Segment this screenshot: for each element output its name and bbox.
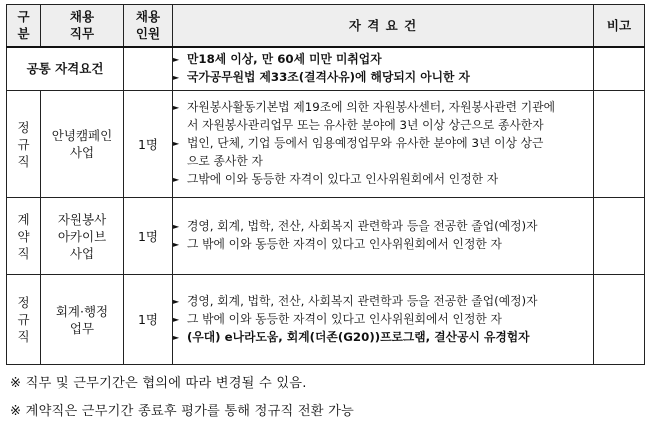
header-count: 채용 인원 [124, 5, 173, 47]
row-job: 자원봉사 아카이브 사업 [41, 198, 124, 275]
list-item: ► 그 밖에 이와 동등한 자격이 있다고 인사위원회에서 인정한 자 [173, 236, 593, 254]
remarks-cell [594, 275, 645, 365]
row-category: 계 약 직 [7, 198, 41, 275]
header-qualification: 자 격 요 건 [173, 5, 594, 47]
row-job: 안녕캠페인 사업 [41, 91, 124, 198]
table-header-row [7, 5, 645, 47]
remarks-cell [594, 47, 645, 91]
bullet-icon: ► [173, 240, 180, 249]
common-label: 공통 자격요건 [7, 47, 124, 91]
remarks-cell [594, 91, 645, 198]
bullet-icon: ► [173, 332, 180, 342]
header-job: 채용 직무 [41, 5, 124, 47]
row-qualification [173, 91, 594, 198]
row-qualification [173, 275, 594, 365]
header-remarks: 비고 [594, 5, 645, 47]
list-item: ► 만18세 이상, 만 60세 미만 미취업자 [173, 51, 593, 69]
common-count-cell [124, 47, 173, 91]
note-line: ※ 계약직은 근무기간 종료후 평가를 통해 정규직 전환 가능 [10, 404, 354, 419]
bullet-icon: ► [173, 72, 180, 82]
bullet-icon: ► [173, 54, 180, 64]
bullet-icon: ► [173, 222, 180, 231]
note-line: ※ 직무 및 근무기간은 협의에 따라 변경될 수 있음. [10, 376, 307, 391]
table-row [7, 91, 645, 198]
row-count: 1명 [124, 275, 173, 365]
row-count: 1명 [124, 198, 173, 275]
list-item: ► 그밖에 이와 동등한 자격이 있다고 인사위원회에서 인정한 자 [173, 171, 593, 189]
bullet-icon: ► [173, 296, 180, 306]
bullet-icon: ► [173, 103, 180, 113]
list-item: ► (우대) e나라도움, 회계(더존(G20))프로그램, 결산공시 유경험자 [173, 329, 593, 347]
common-qualification [173, 47, 594, 91]
row-qualification [173, 198, 594, 275]
bullet-icon: ► [173, 314, 180, 324]
list-item: ► 자원봉사활동기본법 제19조에 의한 자원봉사센터, 자원봉사관련 기관에 서 자원봉사관리업무 또는 유사한 분야에 3년 이상 상근으로 종사한자 [173, 99, 593, 135]
list-item: ► 그 밖에 이와 동등한 자격이 있다고 인사위원회에서 인정한 자 [173, 311, 593, 329]
list-item: ► 국가공무원법 제33조(결격사유)에 해당되지 아니한 자 [173, 69, 593, 87]
row-category: 정 규 직 [7, 91, 41, 198]
common-row [7, 47, 645, 91]
list-item: ► 경영, 회계, 법학, 전산, 사회복지 관련학과 등을 전공한 졸업(예정)자 [173, 293, 593, 311]
row-count: 1명 [124, 91, 173, 198]
list-item: ► 법인, 단체, 기업 등에서 임용예정업무와 유사한 분야에 3년 이상 상근 으로 종사한 자 [173, 135, 593, 171]
table-row [7, 275, 645, 365]
table-row [7, 198, 645, 275]
bullet-icon: ► [173, 174, 180, 184]
recruitment-table [6, 4, 645, 365]
row-job: 회계·행정 업무 [41, 275, 124, 365]
list-item: ► 경영, 회계, 법학, 전산, 사회복지 관련학과 등을 전공한 졸업(예정)자 [173, 218, 593, 236]
bullet-icon: ► [173, 139, 180, 148]
header-category: 구 분 [7, 5, 41, 47]
row-category: 정 규 직 [7, 275, 41, 365]
remarks-cell [594, 198, 645, 275]
